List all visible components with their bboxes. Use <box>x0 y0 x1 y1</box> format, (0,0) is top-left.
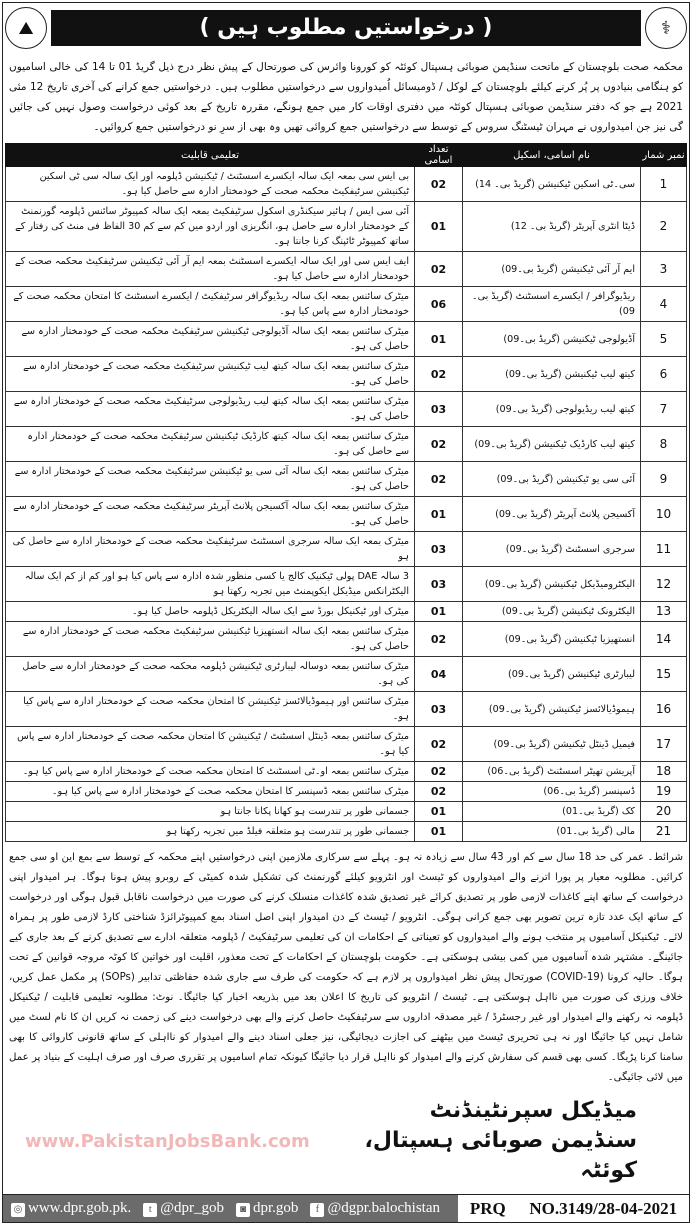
serial-cell: 21 <box>641 822 687 842</box>
post-name-cell: کیتھ لیب ٹیکنیشن (گریڈ بی۔09) <box>463 357 641 392</box>
qualification-cell: میٹرک اور ٹیکنیکل بورڈ سے ایک سالہ الیکٹریکل ڈپلومہ حاصل کیا ہو۔ <box>6 602 415 622</box>
qualification-cell: میٹرک سائنس بمعہ ایک سالہ کیتھ کارڈیک ٹیکنیشن سرٹیفکیٹ محکمہ صحت کے خودمختار ادارہ سے حاصل کی ہو۔ <box>6 427 415 462</box>
table-row <box>6 322 687 357</box>
count-cell: 03 <box>415 567 463 602</box>
social-links <box>3 1195 458 1222</box>
qualification-cell: میٹرک سائنس بمعہ ڈسپنسر کا امتحان محکمہ صحت کے خودمختار ادارہ سے پاس کیا ہو۔ <box>6 782 415 802</box>
intro-paragraph: محکمہ صحت بلوچستان کے ماتحت سنڈیمن صوبائی ہسپتال کوئٹہ کو کورونا وائرس کی صورتحال کے پیش نظر درج ذیل گریڈ 01 تا 14 کی خالی اسامیوں کو ہنگامی بنیادوں پر پُر کرنے کیلئے بلوچستان کے لوکل / ڈومیسائل اُمیدواروں سے درخواستیں مطلوب ہیں۔ درخواستیں جمع کرانے کی آخری تاریخ 12 مئی 2021 ہے جو کہ دفتر سنڈیمن صوبائی ہسپتال کوئٹہ میں دفتری اوقات کار میں جمع ہونگے، مقررہ تاریخ کے بعد کوئی درخواست وصول نہیں کی جائیں گی نیز جن امیدواروں نے مہران ٹیسٹنگ سروس کے توسط سے درخواستیں جمع کروائی تھیں وہ بھی از سرِ نو درخواستیں جمع کروائیں۔ <box>9 61 684 133</box>
count-cell: 01 <box>415 802 463 822</box>
table-row <box>6 822 687 842</box>
qualification-cell: بی ایس سی بمعہ ایک سالہ ایکسرے اسسٹنٹ / ٹیکنیشن ڈپلومہ اور ایک سالہ سی ٹی اسکین ٹیکنیشن سرٹیفکیٹ محکمہ صحت کے خودمختار ادارہ سے حاصل کیا ہو۔ <box>6 167 415 202</box>
website-text: www.dpr.gob.pk. <box>28 1200 132 1216</box>
twitter-icon: t <box>143 1203 157 1217</box>
post-name-cell: ایم آر آئی ٹیکنیشن (گریڈ بی۔09) <box>463 252 641 287</box>
serial-cell: 19 <box>641 782 687 802</box>
count-cell: 02 <box>415 357 463 392</box>
count-cell: 04 <box>415 657 463 692</box>
qualification-cell: میٹرک سائنس بمعہ ایک سالہ ریڈیوگرافر سرٹیفکیٹ / ایکسرے اسسٹنٹ کا امتحان محکمہ صحت کے خودمختار ادارہ سے پاس کیا ہو۔ <box>6 287 415 322</box>
serial-cell: 16 <box>641 692 687 727</box>
instagram-icon: ◙ <box>236 1203 250 1217</box>
prq-number: NO.3149/28-04-2021 <box>529 1198 678 1218</box>
count-cell: 01 <box>415 202 463 252</box>
watermark: www.PakistanJobsBank.com <box>25 1130 310 1152</box>
instagram-link[interactable] <box>236 1200 298 1217</box>
post-name-cell: ہیموڈیالائسز ٹیکنیشن (گریڈ بی۔09) <box>463 692 641 727</box>
count-cell: 02 <box>415 782 463 802</box>
post-name-cell: ریڈیوگرافر / ایکسرے اسسٹنٹ (گریڈ بی۔09) <box>463 287 641 322</box>
post-name-cell: آکسیجن پلانٹ آپریٹر (گریڈ بی۔09) <box>463 497 641 532</box>
serial-cell: 3 <box>641 252 687 287</box>
header-row <box>5 5 687 51</box>
table-row <box>6 392 687 427</box>
post-name-cell: مالی (گریڈ بی۔01) <box>463 822 641 842</box>
count-cell: 02 <box>415 762 463 782</box>
count-cell: 03 <box>415 532 463 567</box>
serial-cell: 14 <box>641 622 687 657</box>
post-name-cell: انستھیزیا ٹیکنیشن (گریڈ بی۔09) <box>463 622 641 657</box>
table-row <box>6 497 687 532</box>
serial-cell: 5 <box>641 322 687 357</box>
table-row <box>6 602 687 622</box>
vacancies-table <box>5 143 687 842</box>
table-row <box>6 202 687 252</box>
qualification-cell: جسمانی طور پر تندرست ہو کھانا پکانا جانتا ہو <box>6 802 415 822</box>
hospital-logo: ⚕ <box>645 7 687 49</box>
signature-area <box>5 1092 687 1190</box>
twitter-text: @dpr_gob <box>160 1200 225 1216</box>
post-name-cell: کیتھ لیب ریڈیولوجی (گریڈ بی۔09) <box>463 392 641 427</box>
qualification-cell: جسمانی طور پر تندرست ہو متعلقہ فیلڈ میں تجربہ رکھتا ہو <box>6 822 415 842</box>
post-name-cell: سی۔ٹی اسکین ٹیکنیشن (گریڈ بی۔ 14) <box>463 167 641 202</box>
table-row <box>6 167 687 202</box>
serial-cell: 12 <box>641 567 687 602</box>
facebook-link[interactable] <box>310 1200 440 1217</box>
table-row <box>6 357 687 392</box>
qualification-cell: آئی سی ایس / ہائیر سیکنڈری اسکول سرٹیفکیٹ بمعہ ایک سالہ کمپیوٹر سائنس ڈپلومہ گورنمنٹ کے خودمختار ادارہ سے حاصل ہو، انگریزی اور اردو میں کم سے کم 30 الفاظ فی منٹ کی رفتار کے ساتھ کمپیوٹر ٹائپنگ کرنا جانتا ہو۔ <box>6 202 415 252</box>
table-row <box>6 532 687 567</box>
post-name-cell: ڈسپنسر (گریڈ بی۔06) <box>463 782 641 802</box>
globe-icon: ◎ <box>11 1203 25 1217</box>
count-cell: 02 <box>415 167 463 202</box>
count-cell: 06 <box>415 287 463 322</box>
header-post-name: نام اسامی، اسکیل <box>463 144 641 167</box>
post-name-cell: کک (گریڈ بی۔01) <box>463 802 641 822</box>
serial-cell: 6 <box>641 357 687 392</box>
count-cell: 03 <box>415 692 463 727</box>
qualification-cell: میٹرک سائنس بمعہ ایک سالہ کیتھ لیب ٹیکنیشن سرٹیفکیٹ محکمہ صحت کے خودمختار ادارہ سے حاصل کی ہو۔ <box>6 357 415 392</box>
qualification-cell: میٹرک سائنس بمعہ ایک سالہ انستھیزیا ٹیکنیشن سرٹیفکیٹ محکمہ صحت کے خودمختار ادارہ سے حاصل کی ہو۔ <box>6 622 415 657</box>
page-title: ( درخواستیں مطلوب ہیں ) <box>51 10 641 46</box>
prq-label: PRQ <box>469 1198 506 1218</box>
signature-title: میڈیکل سپرنٹینڈنٹ <box>429 1098 637 1123</box>
count-cell: 02 <box>415 622 463 657</box>
serial-cell: 1 <box>641 167 687 202</box>
serial-cell: 7 <box>641 392 687 427</box>
qualification-cell: میٹرک سائنس بمعہ ایک سالہ آڈیولوجی ٹیکنیشن سرٹیفکیٹ محکمہ صحت کے خودمختار ادارہ سے حاصل کی ہو۔ <box>6 322 415 357</box>
header-qualification: تعلیمی قابلیت <box>6 144 415 167</box>
post-name-cell: فیمیل ڈینٹل ٹیکنیشن (گریڈ بی۔09) <box>463 727 641 762</box>
header-count: تعداد اسامی <box>415 144 463 167</box>
count-cell: 01 <box>415 322 463 357</box>
serial-cell: 15 <box>641 657 687 692</box>
instagram-text: dpr.gob <box>253 1200 299 1216</box>
serial-cell: 18 <box>641 762 687 782</box>
post-name-cell: کیتھ لیب کارڈیک ٹیکنیشن (گریڈ بی۔09) <box>463 427 641 462</box>
table-row <box>6 567 687 602</box>
count-cell: 01 <box>415 822 463 842</box>
header-serial: نمبر شمار <box>641 144 687 167</box>
table-row <box>6 802 687 822</box>
qualification-cell: میٹرک سائنس بمعہ ایک سالہ آکسیجن پلانٹ آپریٹر سرٹیفکیٹ محکمہ صحت کے خودمختار ادارہ سے حاصل کی ہو۔ <box>6 497 415 532</box>
prq-block <box>458 1199 689 1219</box>
post-name-cell: الیکٹرونک ٹیکنیشن (گریڈ بی۔09) <box>463 602 641 622</box>
count-cell: 01 <box>415 497 463 532</box>
qualification-cell: میٹرک سائنس بمعہ دوسالہ لیبارٹری ٹیکنیشن ڈپلومہ محکمہ صحت کے خودمختار ادارہ سے حاصل کی ہو۔ <box>6 657 415 692</box>
table-row <box>6 462 687 497</box>
table-row <box>6 692 687 727</box>
post-name-cell: آئی سی یو ٹیکنیشن (گریڈ بی۔09) <box>463 462 641 497</box>
facebook-text: @dgpr.balochistan <box>327 1200 440 1216</box>
signature-block <box>310 1096 637 1186</box>
qualification-cell: میٹرک سائنس اور ہیموڈیالائسز ٹیکنیشن کا امتحان محکمہ صحت کے خودمختار ادارہ سے پاس کیا ہو۔ <box>6 692 415 727</box>
post-name-cell: آپریشن تھیٹر اسسٹنٹ (گریڈ بی۔06) <box>463 762 641 782</box>
table-row <box>6 287 687 322</box>
balochistan-emblem-logo: ⛰ <box>5 7 47 49</box>
serial-cell: 20 <box>641 802 687 822</box>
serial-cell: 17 <box>641 727 687 762</box>
table-row <box>6 252 687 287</box>
table-row <box>6 762 687 782</box>
serial-cell: 9 <box>641 462 687 497</box>
serial-cell: 4 <box>641 287 687 322</box>
count-cell: 02 <box>415 462 463 497</box>
twitter-link[interactable] <box>143 1200 224 1217</box>
signature-hospital: سنڈیمن صوبائی ہسپتال، کوئٹہ <box>364 1128 637 1183</box>
ad-frame <box>2 2 690 1195</box>
count-cell: 01 <box>415 602 463 622</box>
footer <box>2 1195 690 1223</box>
post-name-cell: الیکٹرومیڈیکل ٹیکنیشن (گریڈ بی۔09) <box>463 567 641 602</box>
serial-cell: 2 <box>641 202 687 252</box>
post-name-cell: لیبارٹری ٹیکنیشن (گریڈ بی۔09) <box>463 657 641 692</box>
facebook-icon: f <box>310 1203 324 1217</box>
post-name-cell: سرجری اسسٹنٹ (گریڈ بی۔09) <box>463 532 641 567</box>
table-row <box>6 622 687 657</box>
table-row <box>6 727 687 762</box>
post-name-cell: آڈیولوجی ٹیکنیشن (گریڈ بی۔09) <box>463 322 641 357</box>
qualification-cell: میٹرک سائنس بمعہ او۔ٹی اسسٹنٹ کا امتحان محکمہ صحت کے خودمختار ادارہ سے پاس کیا ہو۔ <box>6 762 415 782</box>
table-row <box>6 782 687 802</box>
serial-cell: 13 <box>641 602 687 622</box>
conditions-paragraph: شرائط۔ عمر کی حد 18 سال سے کم اور 43 سال سے زیادہ نہ ہو۔ پہلے سے سرکاری ملازمین اپنی درخواستیں اپنے محکمہ کے توسط سے بمع این او سی جمع کرائیں۔ مطلوبہ معیار پر پورا اترنے والے امیدواروں کو ٹیسٹ اور انٹرویو کیلئے گورنمنٹ کی تشکیل شدہ کمیٹی کے روبرو پیش ہونا ہوگا۔ ہر امیدوار اپنی درخواست کے ساتھ اپنے کاغذات لازمی طور پر تصدیق کرائے غیر تصدیق شدہ کاغذات منسلک کرنے کی صورت میں درخواست ناقابل قبول ہوگی اور درخواست کے ساتھ ایک عدد تازہ ترین تصویر بھی جمع کرانی ہوگی۔ انٹرویو / ٹیسٹ کے دن امیدوار اپنی اصل اسناد بمع کمپیوٹرائزڈ شناختی کارڈ لازمی طور پر ہمراہ لائے۔ ٹیکنیکل آسامیوں پر منتخب ہونے والے امیدواروں کو تعیناتی کے احکامات ان کی تعلیمی سرٹیفکیٹ / ڈپلومہ متعلقہ ادارے سے تصدیق کرنے کے بعد جاری کیے جائینگے۔ مشتہر شدہ آسامیوں میں کمی بیشی ہوسکتی ہے۔ حکومت بلوچستان کے احکامات کے تحت معذور، اقلیت اور خواتین کا کوٹہ مروجہ قوانین کے تحت ہوگا۔ حالیہ کرونا (COVID-19) صورتحال پیش نظر امیدواروں پر لازم ہے کہ حکومت کی طرف سے جاری شدہ حفاظتی تدابیر (SOPs) پر مکمل عمل کریں، خلاف ورزی کی صورت میں نااہل ہوسکتی ہے۔ ٹیسٹ / انٹرویو کی تاریخ کا اعلان بعد میں بذریعہ اخبار کیا جائیگا۔ نوٹ: مطلوبہ تعلیمی قابلیت / ٹیکنیکل ڈپلومہ نہ رکھنے والے امیدوار اور غیر رجسٹرڈ / غیر مصدقہ اداروں سے سرٹیفکیٹ حاصل کرنے والے بھی درخواست دینے کی زحمت نہ کریں ان کا نام لسٹ میں شامل نہیں کیا جائیگا اور نہ ہی تحریری ٹیسٹ میں بیٹھنے کی اجازت دیجائیگی، نیز جعلی اسناد دینے والے امیدوار کو نااہلی کے ساتھ قانونی کاروائی کا بھی سامنا کرنا پڑیگا۔ کسی بھی قسم کی سفارش کرنے والے امیدوار کو نااہل قرار دیا جائیگا کیونکہ تمام اسامیوں پر تقرری صرف اور صرف اہلیت کے بنیاد پر عمل میں لائی جائیگی۔ <box>9 852 683 1083</box>
qualification-cell: میٹرک بمعہ ایک سالہ سرجری اسسٹنٹ سرٹیفکیٹ محکمہ صحت کے خودمختار ادارہ سے حاصل کی ہو <box>6 532 415 567</box>
qualification-cell: ایف ایس سی اور ایک سالہ ایکسرے اسسٹنٹ بمعہ ایم آر آئی ٹیکنیشن سرٹیفکیٹ محکمہ صحت کے خودمختار ادارہ سے حاصل کیا ہو۔ <box>6 252 415 287</box>
qualification-cell: میٹرک سائنس بمعہ ڈینٹل اسسٹنٹ / ٹیکنیشن کا امتحان محکمہ صحت کے خودمختار ادارہ سے پاس کیا ہو۔ <box>6 727 415 762</box>
count-cell: 02 <box>415 252 463 287</box>
post-name-cell: ڈیٹا انٹری آپریٹر (گریڈ بی۔ 12) <box>463 202 641 252</box>
table-row <box>6 427 687 462</box>
count-cell: 02 <box>415 427 463 462</box>
qualification-cell: میٹرک سائنس بمعہ ایک سالہ آئی سی یو ٹیکنیشن سرٹیفکیٹ محکمہ صحت کے خودمختار ادارہ سے حاصل کی ہو۔ <box>6 462 415 497</box>
website-link[interactable] <box>11 1200 131 1217</box>
table-row <box>6 657 687 692</box>
count-cell: 02 <box>415 727 463 762</box>
serial-cell: 11 <box>641 532 687 567</box>
serial-cell: 8 <box>641 427 687 462</box>
qualification-cell: 3 سالہ DAE پولی ٹیکنیک کالج یا کسی منظور شدہ ادارہ سے پاس کیا ہو اور کم از کم ایک سالہ الیکٹرانکس میڈیکل ایکوپمنٹ میں تجربہ رکھتا ہو <box>6 567 415 602</box>
count-cell: 03 <box>415 392 463 427</box>
serial-cell: 10 <box>641 497 687 532</box>
qualification-cell: میٹرک سائنس بمعہ ایک سالہ کیتھ لیب ریڈیولوجی سرٹیفکیٹ محکمہ صحت کے خودمختار ادارہ سے حاصل کی ہو۔ <box>6 392 415 427</box>
